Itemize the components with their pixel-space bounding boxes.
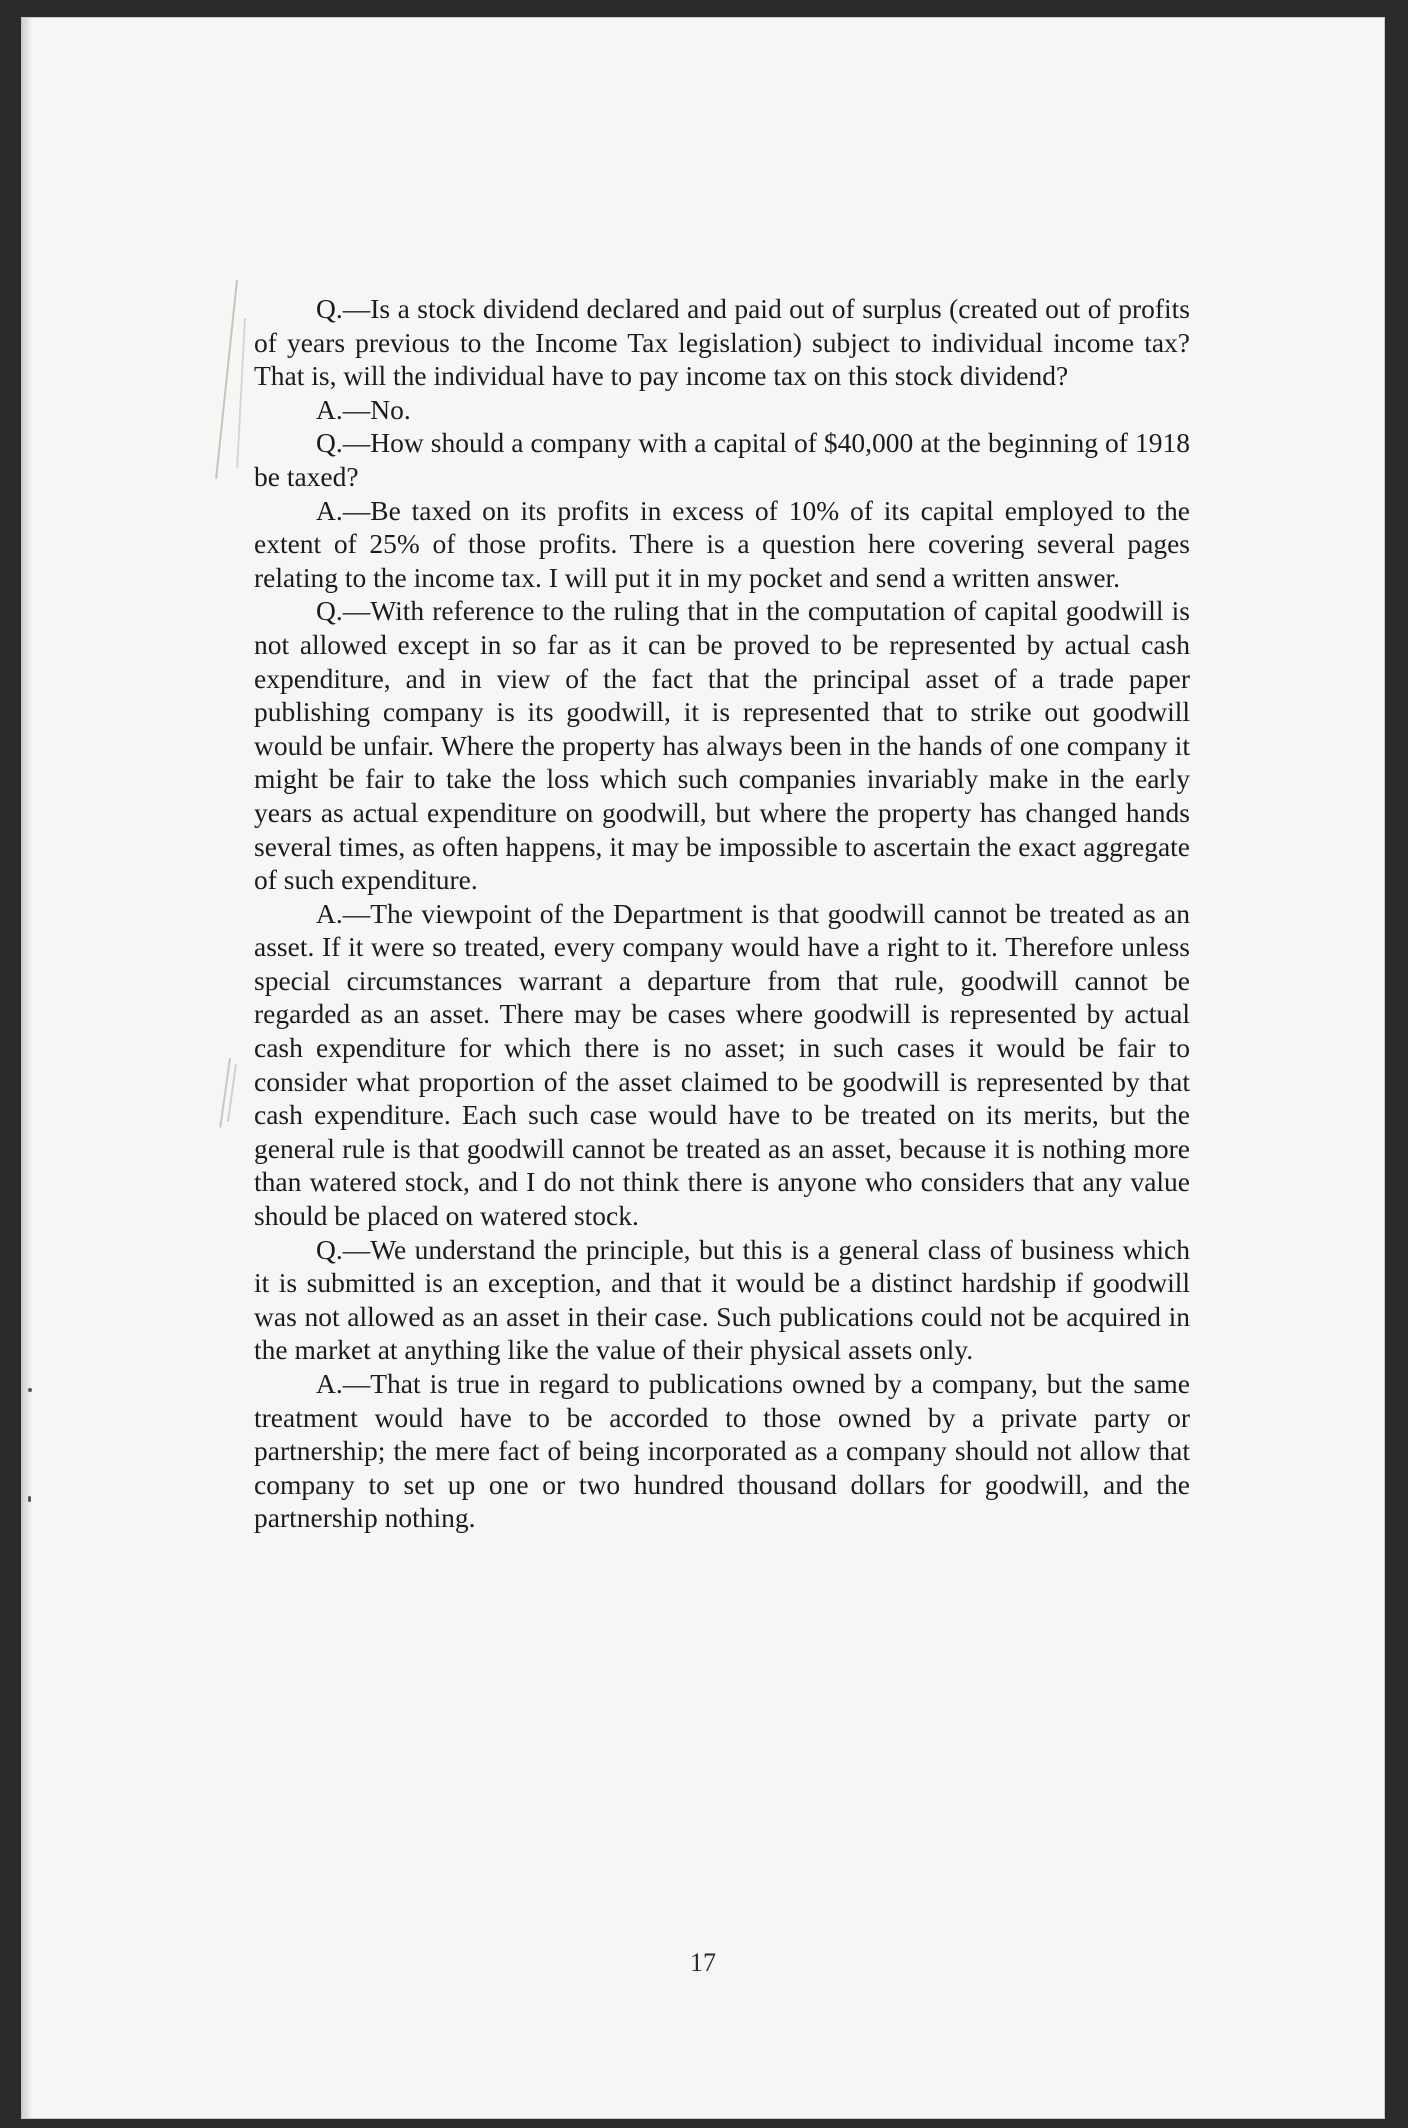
margin-speck — [28, 1496, 31, 1502]
paragraph-question-3: Q.—With reference to the ruling that in the computation of capital goodwill is not allowed except in so far as it can be proved to be represented by actual cash expenditure, and in view of the fact that the principal asset of a trade paper publishing company is its goodwill, it is represented that to strike out goodwill would be unfair. Where the property has always been in the hands of one company it might be fair to take the loss which such companies invariably make in the early years as actual expenditure on goodwill, but where the property has changed hands several times, as often happens, it may be impossible to ascertain the exact aggregate of such expenditure. — [254, 595, 1190, 896]
margin-pencil-mark — [236, 318, 246, 468]
paragraph-question-4: Q.—We understand the principle, but this is a general class of business which it is submitted is an exception, and that it would be a distinct hardship if goodwill was not allowed as an asset in their case. Such publications could not be acquired in the market at anything like the value of their physical assets only. — [254, 1233, 1190, 1366]
paragraph-question-1: Q.—Is a stock dividend declared and paid out of surplus (created out of profits of years previous to the Income Tax legislation) subject to individual income tax? That is, will the individual have to pay income tax on this stock dividend? — [254, 293, 1190, 392]
paragraph-answer-2: A.—Be taxed on its profits in excess of 10% of its capital employed to the extent of 25% of those profits. There is a question here covering several pages relating to the income tax. I will put it in my pocket and send a written answer. — [254, 494, 1190, 593]
document-page — [22, 18, 1384, 2118]
paragraph-answer-1: A.—No. — [316, 393, 411, 425]
paragraph-answer-3: A.—The viewpoint of the Department is that goodwill cannot be treated as an asset. If it were so treated, every company would have a right to it. Therefore unless special circumstances warrant a departure from that rule, goodwill cannot be regarded as an asset. There may be cases where goodwill is represented by actual cash expenditure for which there is no asset; in such cases it would be fair to consider what proportion of the asset claimed to be goodwill is represented by that cash expenditure. Each such case would have to be treated on its merits, but the general rule is that goodwill cannot be treated as an asset, because it is nothing more than watered stock, and I do not think there is anyone who considers that any value should be placed on watered stock. — [254, 897, 1190, 1232]
page-number: 17 — [690, 1948, 716, 1977]
body-text — [254, 292, 1190, 1535]
page-spine-shadow — [22, 18, 32, 2118]
paragraph-answer-4: A.—That is true in regard to publications owned by a company, but the same treatment would have to be accorded to those owned by a private party or partnership; the mere fact of being incorporated as a company should not allow that company to set up one or two hundred thousand dollars for goodwill, and the partnership nothing. — [254, 1368, 1190, 1534]
paragraph-question-2: Q.—How should a company with a capital of $40,000 at the beginning of 1918 be taxed? — [254, 427, 1190, 492]
margin-speck — [28, 1388, 32, 1392]
margin-pencil-mark — [215, 280, 238, 479]
